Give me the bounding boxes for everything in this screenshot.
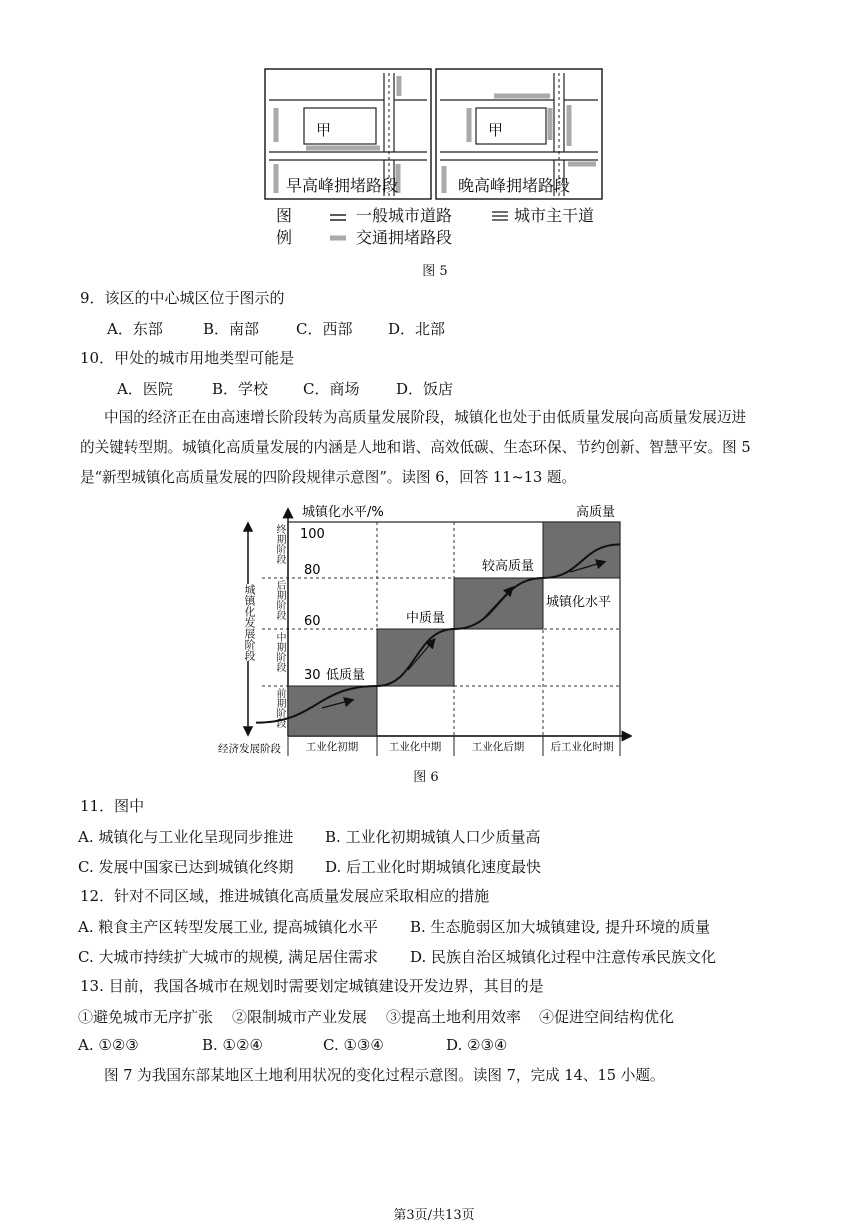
q10-option-b[interactable]: B．学校 <box>212 380 269 398</box>
q10-option-d[interactable]: D．饭店 <box>396 380 454 398</box>
q10-stem: 10．甲处的城市用地类型可能是 <box>80 349 295 367</box>
panel-right-label: 晚高峰拥堵路段 <box>458 176 571 195</box>
y-tick-80: 80 <box>304 563 321 578</box>
q13-item-2: ②限制城市产业发展 <box>232 1008 368 1026</box>
q11-option-d[interactable]: D. 后工业化时期城镇化速度最快 <box>325 858 542 876</box>
legend-general-road: 一般城市道路 <box>356 206 453 225</box>
x-stage-2: 工业化中期 <box>388 741 442 753</box>
legend-congestion: 交通拥堵路段 <box>356 228 453 247</box>
figure-5 <box>264 68 614 250</box>
block-jia-left <box>304 108 376 144</box>
q13-option-d[interactable]: D. ②③④ <box>446 1036 508 1054</box>
q13-item-4: ④促进空间结构优化 <box>539 1008 675 1026</box>
x-stage-4: 后工业化时期 <box>550 741 614 753</box>
q13-stem: 13. 目前，我国各城市在规划时需要划定城镇建设开发边界，其目的是 <box>80 977 544 995</box>
y-axis-title: 城镇化水平/% <box>302 505 384 520</box>
intro-line-3: 是“新型城镇化高质量发展的四阶段规律示意图”。读图 6，回答 11~13 题。 <box>80 469 577 486</box>
stage-final: 终期阶段 <box>274 524 285 564</box>
stage-early: 前期阶段 <box>274 688 285 728</box>
q9-option-c[interactable]: C．西部 <box>296 320 353 338</box>
stage-late: 后期阶段 <box>274 580 285 620</box>
q13-item-3: ③提高土地利用效率 <box>386 1008 522 1026</box>
q12-option-a[interactable]: A. 粮食主产区转型发展工业, 提高城镇化水平 <box>78 918 378 936</box>
label-low-quality: 低质量 <box>326 668 366 683</box>
page-footer: 第3页/共13页 <box>393 1208 475 1223</box>
q10-option-a[interactable]: A．医院 <box>117 380 173 398</box>
q13-option-c[interactable]: C. ①③④ <box>323 1036 384 1054</box>
figure-6-caption: 图 6 <box>413 770 439 785</box>
figure-6 <box>212 498 632 760</box>
q13-item-1: ①避免城市无序扩张 <box>78 1008 214 1026</box>
y-tick-30: 30 <box>304 668 321 683</box>
block-label-right: 甲 <box>488 121 504 139</box>
curve-label: 城镇化水平 <box>546 595 612 610</box>
q11-stem: 11．图中 <box>80 797 145 815</box>
figure-5-caption: 图 5 <box>422 264 448 279</box>
block-label-left: 甲 <box>316 121 332 139</box>
q13-option-a[interactable]: A. ①②③ <box>78 1036 139 1054</box>
q11-option-a[interactable]: A. 城镇化与工业化呈现同步推进 <box>78 828 294 846</box>
q12-stem: 12．针对不同区域，推进城镇化高质量发展应采取相应的措施 <box>80 887 490 905</box>
legend-main-road: 城市主干道 <box>514 206 595 225</box>
q12-option-b[interactable]: B. 生态脆弱区加大城镇建设, 提升环境的质量 <box>410 918 711 936</box>
q9-option-a[interactable]: A．东部 <box>107 320 163 338</box>
legend-title-1: 图 <box>276 206 293 225</box>
q9-stem: 9．该区的中心城区位于图示的 <box>80 289 285 307</box>
q13-option-b[interactable]: B. ①②④ <box>202 1036 263 1054</box>
q9-option-b[interactable]: B．南部 <box>203 320 260 338</box>
q12-option-c[interactable]: C. 大城市持续扩大城市的规模, 满足居住需求 <box>78 948 379 966</box>
q10-option-c[interactable]: C．商场 <box>303 380 360 398</box>
quality-block-4 <box>543 522 620 578</box>
stage-middle: 中期阶段 <box>274 632 285 672</box>
fig7-intro: 图 7 为我国东部某地区土地利用状况的变化过程示意图。读图 7，完成 14、15 小题。 <box>104 1067 665 1084</box>
panel-left-label: 早高峰拥堵路段 <box>286 176 399 195</box>
label-mid-quality: 中质量 <box>406 611 446 626</box>
label-high-quality: 高质量 <box>576 505 616 520</box>
x-stage-3: 工业化后期 <box>471 741 525 753</box>
q12-option-d[interactable]: D. 民族自治区城镇化过程中注意传承民族文化 <box>410 948 717 966</box>
intro-line-1: 中国的经济正在由高速增长阶段转为高质量发展阶段，城镇化也处于由低质量发展向高质量发展迈进 <box>104 409 747 426</box>
legend-title-2: 例 <box>276 228 293 247</box>
q11-option-c[interactable]: C. 发展中国家已达到城镇化终期 <box>78 858 294 876</box>
label-higher-quality: 较高质量 <box>482 559 535 574</box>
q11-option-b[interactable]: B. 工业化初期城镇人口少质量高 <box>325 828 541 846</box>
x-axis-title: 经济发展阶段 <box>218 743 281 755</box>
stage-axis-label: 城镇化发展阶段 <box>243 584 256 661</box>
block-jia-right <box>476 108 546 144</box>
x-stage-1: 工业化初期 <box>305 741 359 753</box>
y-tick-100: 100 <box>300 527 325 542</box>
quality-block-1 <box>288 686 377 736</box>
y-tick-60: 60 <box>304 614 321 629</box>
intro-line-2: 的关键转型期。城镇化高质量发展的内涵是人地和谐、高效低碳、生态环保、节约创新、智慧平安。图 5 <box>80 439 751 456</box>
q9-option-d[interactable]: D．北部 <box>388 320 446 338</box>
